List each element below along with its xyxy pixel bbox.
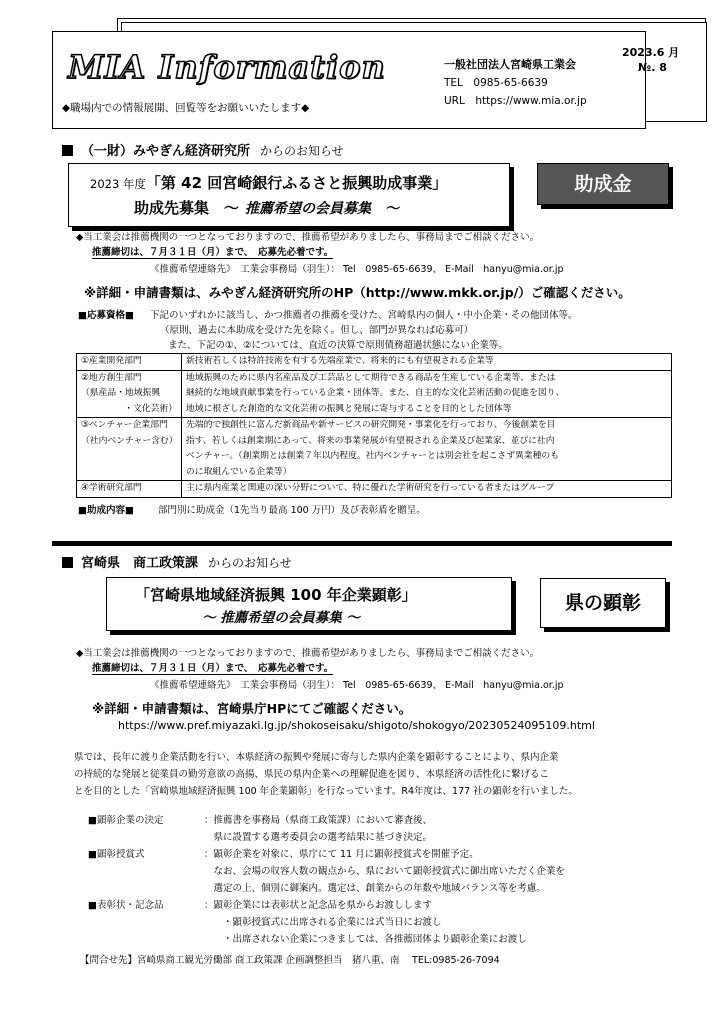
table-cell-desc: 新技術若しくは特許技術を有する先端産業で、将来的にも有望視される企業等 <box>182 354 672 371</box>
table-cell-category: ②地方創生部門 （県産品・地域振興 ・文化芸術） <box>77 370 182 418</box>
section1-title-line1 <box>90 172 447 193</box>
table-row <box>77 418 672 481</box>
section1-heading <box>62 140 344 159</box>
section2-details: ※詳細・申請書類は、宮崎県庁HPにてご確認ください。 <box>92 701 412 716</box>
issue-number: №. 8 <box>638 61 667 74</box>
grant-label: ■助成内容■ <box>78 505 134 516</box>
org-name: 一般社団法人宮崎県工業会 <box>444 58 576 71</box>
section1-contact: 《推薦希望連絡先》 工業会事務局（羽生）： Tel 0985-65-6639、 E-Mail hanyu@mia.or.jp <box>150 264 564 275</box>
table-row <box>77 354 672 371</box>
table-cell-desc: 主に県内産業と関連の深い分野について、特に優れた学術研究を行っている者またはグループ <box>182 481 672 498</box>
header-tagline: ◆職場内での情報展開、回覧等をお願いいたします◆ <box>62 102 310 114</box>
eligibility-line2: （原則、過去に本助成を受けた先を除く。但し、部門が異なれば応募可） <box>160 325 474 336</box>
body-line: 県では、長年に渡り企業活動を行い、本県経済の振興や発展に寄与した県内企業を顕彰することにより、県内企業 <box>74 752 559 763</box>
item-text: ：顕彰企業を対象に、県庁にて 11 月に顕彰授賞式を開催予定。 なお、会場の収容人数の観点から、県において顕彰授賞式に御出席いただく企業を 選定の上、個別に御案内。選定は、創業からの年数や地域バランス等を考慮。 <box>204 849 566 894</box>
grant-text: 部門別に助成金（1先当り最高 100 万円）及び表彰盾を贈呈。 <box>158 505 426 516</box>
section-divider <box>52 541 672 546</box>
section-bullet <box>62 557 73 568</box>
grant-badge: 助成金 <box>537 163 669 205</box>
issue-date: 2023.6 月 <box>622 46 680 59</box>
section2-heading <box>62 552 292 571</box>
eligibility-table <box>76 353 672 498</box>
section2-notice: ◆当工業会は推薦機関の一つとなっておりますので、推薦希望がありましたら、事務局までご相談ください。 <box>76 648 540 659</box>
item-label: ■表彰状・記念品 <box>88 900 164 911</box>
section1-source: （一財）みやぎん経済研究所 <box>81 144 251 159</box>
section1-details: ※詳細・申請書類は、みやぎん経済研究所のHP（http://www.mkk.or.jp/）ご確認ください。 <box>84 285 631 300</box>
table-row <box>77 481 672 498</box>
newsletter-logo: MIA Information <box>68 48 386 86</box>
section2-from: からのお知らせ <box>208 556 292 570</box>
org-tel: TEL 0985-65-6639 <box>444 77 548 89</box>
section1-title-line2 <box>134 197 399 218</box>
item-text: ：推薦書を事務局（県商工政策課）において審査後、 県に設置する選考委員会の選考結果に基づき決定。 <box>204 815 433 843</box>
eligibility-line3: また、下記の①、②については、直近の決算で原則債務超過状態にない企業等。 <box>168 340 508 351</box>
section2-title-main: 「宮崎県地域経済振興 100 年企業顕彰」 <box>135 586 417 604</box>
table-row <box>77 370 672 418</box>
section2-contact: 《推薦希望連絡先》 工業会事務局（羽生）： Tel 0985-65-6639、 E-Mail hanyu@mia.or.jp <box>150 680 564 691</box>
body-line: の持続的な発展と従業員の勤労意欲の高揚、県民の県内企業への理解促進を図り、本県経済の活性化に繋げるこ <box>74 769 550 780</box>
table-cell-desc: 地域振興のために県内名産品及び工芸品として期待できる商品を生産している企業等、または 継続的な地域貢献事業を行っている企業・団体等。また、自主的な文化芸術活動の促進を図り、 地域に根ざした創造的な文化芸術の振興と発展に寄与することを目的とした団体等 <box>182 370 672 418</box>
section1-from: からのお知らせ <box>260 144 344 158</box>
prefecture-award-badge: 県の顕彰 <box>540 578 666 628</box>
eligibility-label: ■応募資格■ <box>78 310 134 321</box>
section1-title-prefix: 2023 年度 <box>90 177 146 191</box>
section1-title-sub: 推薦希望の会員募集 ～ <box>245 201 400 217</box>
section2-title-sub: ～ 推薦希望の会員募集 ～ <box>202 610 360 626</box>
table-cell-category: ①産業開発部門 <box>77 354 182 371</box>
table-cell-desc: 先端的で独創性に富んだ新商品や新サービスの研究開発・事業化を行っており、今後創業を目 指す、若しくは創業期にあって、将来の事業発展が有望視される企業及び起業家、並びに社内 ベンチャー。（創業期とは創業７年以内程度。社内ベンチャーとは別会社を起こさず異業種のも のに取組んでいる企業等） <box>182 418 672 481</box>
item-label: ■顕彰授賞式 <box>88 849 145 860</box>
body-line: とを目的とした「宮崎県地域経済振興 100 年企業顕彰」を行なっています。R4年度は、177 社の顕彰を行いました。 <box>74 786 578 797</box>
section2-details-url[interactable]: https://www.pref.miyazaki.lg.jp/shokoseisaku/shigoto/shokogyo/20230524095109.html <box>118 719 595 732</box>
section1-notice: ◆当工業会は推薦機関の一つとなっておりますので、推薦希望がありましたら、事務局までご相談ください。 <box>76 232 540 243</box>
eligibility-line1: 下記のいずれかに該当し、かつ推薦者の推薦を受けた、宮崎県内の個人・中小企業・その他団体等。 <box>150 310 578 321</box>
table-cell-category: ④学術研究部門 <box>77 481 182 498</box>
item-label: ■顕彰企業の決定 <box>88 815 164 826</box>
section1-title-recruit: 助成先募集 ～ <box>134 199 240 217</box>
inquiry-contact: 【問合せ先】宮崎県商工観光労働部 商工政策課 企画調整担当 猪八重、南 TEL:0985-26-7094 <box>80 955 500 966</box>
org-url[interactable]: URL https://www.mia.or.jp <box>444 95 587 107</box>
section2-source: 宮崎県 商工政策課 <box>81 556 199 571</box>
section2-deadline: 推薦締切は、７月３１日（月）まで、 応募先必着です。 <box>92 660 333 675</box>
section1-deadline: 推薦締切は、７月３１日（月）まで、 応募先必着です。 <box>92 244 333 259</box>
item-text: ：顕彰企業には表彰状と記念品を県からお渡しします ・顕彰授賞式に出席される企業には式当日にお渡し ・出席されない企業につきましては、各推薦団体より顕彰企業にお渡し <box>204 900 527 945</box>
section-bullet <box>62 145 73 156</box>
section1-title-main: 「第 42 回宮崎銀行ふるさと振興助成事業」 <box>145 174 448 192</box>
table-cell-category: ③ベンチャー企業部門 （社内ベンチャー含む） <box>77 418 182 481</box>
section2-body <box>74 749 578 800</box>
